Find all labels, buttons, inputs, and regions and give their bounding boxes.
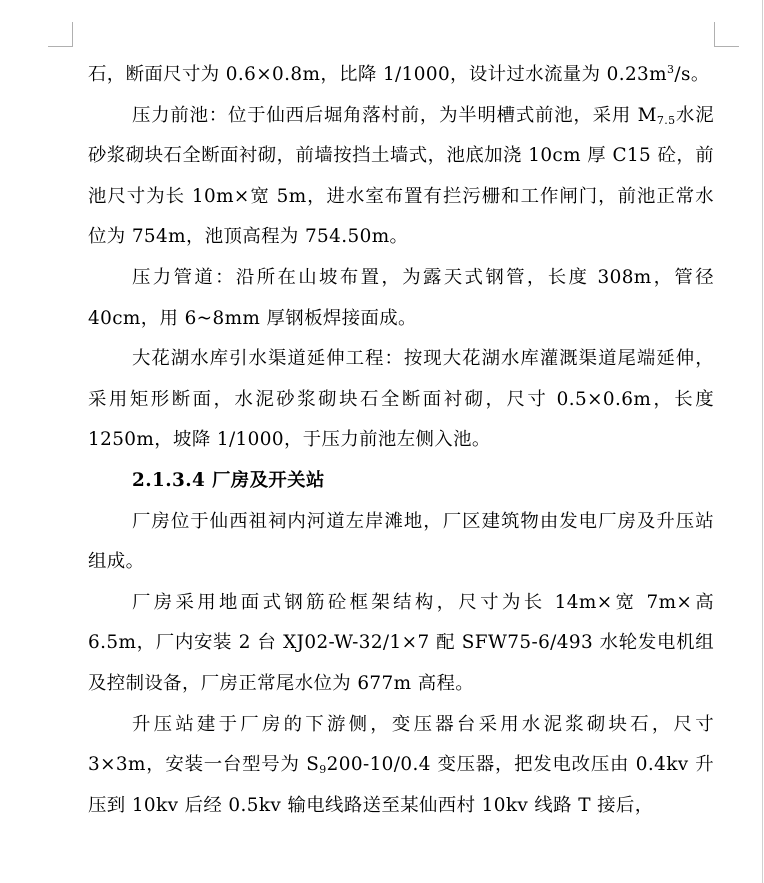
text-run: 水泥砂浆砌块石全断面衬砌，前墙按挡土墙式，池底加浇 10cm 厚 C15 砼，前池尺寸为长 10m×宽 5m，进水室布置有拦污栅和工作闸门，前池正常水位为 754m，池顶高程为 754.50m。 <box>88 104 714 248</box>
text-run: 大花湖水库引水渠道延伸工程：按现大花湖水库灌溉渠道尾端延伸，采用矩形断面，水泥砂浆砌块石全断面衬砌，尺寸 0.5×0.6m，长度 1250m，坡降 1/1000，于压力前池左侧入池。 <box>88 348 714 451</box>
text-run: 压力前池：位于仙西后堀角落村前，为半明槽式前池，采用 M <box>132 104 657 126</box>
subscript: 9 <box>319 763 327 777</box>
text-run: 2.1.3.4 厂房及开关站 <box>132 469 325 491</box>
paragraph <box>88 705 714 827</box>
text-run: 石，断面尺寸为 0.6×0.8m，比降 1/1000，设计过水流量为 0.23m <box>88 64 667 85</box>
paragraph <box>88 502 714 583</box>
crop-mark-top-right <box>714 22 739 47</box>
paragraph <box>88 258 714 339</box>
subscript: 7.5 <box>656 113 676 127</box>
text-run: 厂房采用地面式钢筋砼框架结构，尺寸为长 14m×宽 7m×高 6.5m，厂内安装 2 台 XJ02-W-32/1×7 配 SFW75-6/493 水轮发电机组及控制设备，厂房正常尾水位为 677m 高程。 <box>88 591 714 694</box>
text-run: 升压站建于厂房的下游侧，变压器台采用水泥浆砌块石，尺寸 3×3m，安装一台型号为 S <box>88 713 714 776</box>
superscript: 3 <box>667 63 675 76</box>
text-run: 200-10/0.4 变压器，把发电改压由 0.4kv 升压到 10kv 后经 0.5kv 输电线路送至某仙西村 10kv 线路 T 接后， <box>88 754 714 816</box>
paragraph <box>88 339 714 461</box>
text-run: /s。 <box>674 64 710 85</box>
text-run: 压力管道：沿所在山坡布置，为露天式钢管，长度 308m，管径 40cm，用 6~8mm 厚钢板焊接面成。 <box>88 266 714 329</box>
paragraph <box>88 96 714 258</box>
document-body <box>88 55 714 826</box>
paragraph <box>88 55 714 96</box>
section-heading <box>88 461 714 502</box>
paragraph <box>88 583 714 705</box>
crop-mark-top-left <box>48 22 73 47</box>
text-run: 厂房位于仙西祖祠内河道左岸滩地，厂区建筑物由发电厂房及升压站组成。 <box>88 510 714 573</box>
